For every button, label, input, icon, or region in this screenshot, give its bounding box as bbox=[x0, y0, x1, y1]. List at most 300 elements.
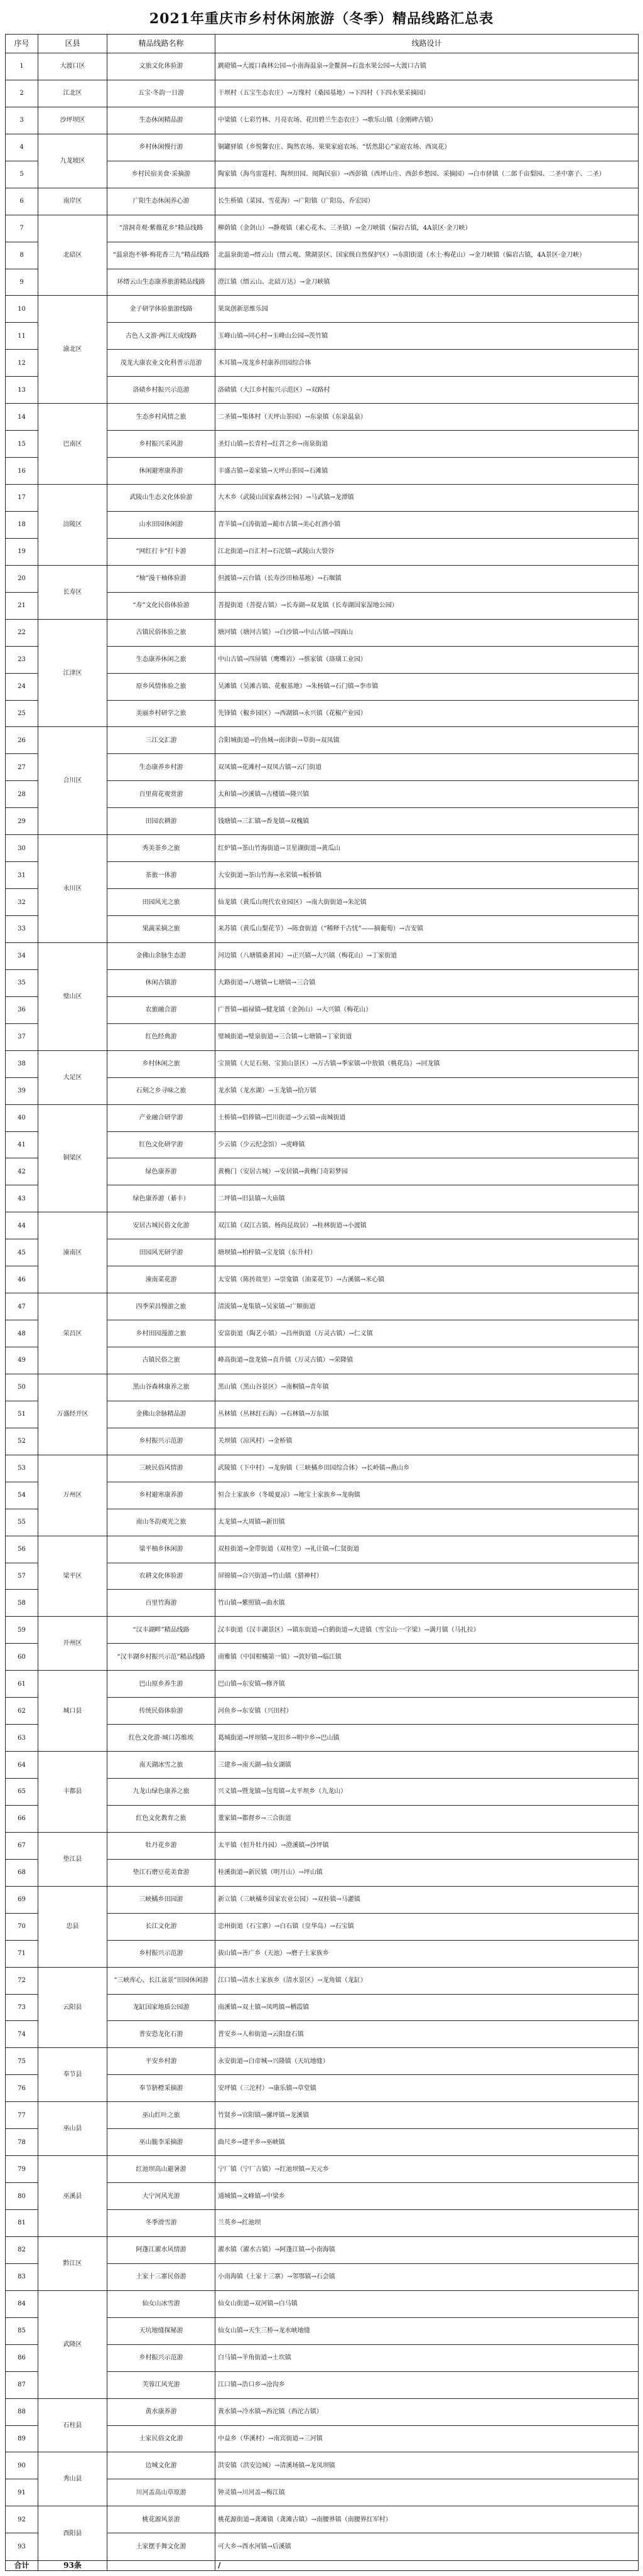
route-name: 芙蓉江风光游 bbox=[107, 2371, 215, 2398]
row-number: 35 bbox=[6, 969, 38, 996]
route-name: 古镇民俗之旅 bbox=[107, 1347, 215, 1374]
route-design: 中益乡（华溪村）→南宾街道→三河镇 bbox=[215, 2425, 639, 2452]
routes-table bbox=[5, 34, 639, 2571]
row-number: 93 bbox=[6, 2533, 38, 2561]
district-cell: 云阳县 bbox=[38, 1967, 107, 2048]
route-design: 河边镇（八塘镇桑葚园）→正兴镇→大兴镇（梅花山）→丁家街道 bbox=[215, 942, 639, 969]
route-name: 乡村振兴采风游 bbox=[107, 431, 215, 458]
row-number: 6 bbox=[6, 188, 38, 215]
document-title: 2021年重庆市乡村休闲旅游（冬季）精品线路汇总表 bbox=[149, 11, 494, 27]
route-design: 果岚创新思维乐园 bbox=[215, 296, 639, 323]
row-number: 37 bbox=[6, 1023, 38, 1050]
route-design: 丛林镇（丛林红石海）→石林镇→万东镇 bbox=[215, 1401, 639, 1428]
route-name: 潼南菜花游 bbox=[107, 1266, 215, 1293]
route-name: 生态康养乡村游 bbox=[107, 754, 215, 781]
route-name: “寿”文化民俗体验游 bbox=[107, 592, 215, 619]
row-number: 85 bbox=[6, 2317, 38, 2344]
header-no: 序号 bbox=[6, 35, 38, 53]
route-design: 钱塘镇→三汇镇→香龙镇→双槐镇 bbox=[215, 808, 639, 835]
route-design: 江口镇→清水土家族乡（清水景区）→龙角镇（龙缸） bbox=[215, 1967, 639, 1994]
row-number: 17 bbox=[6, 485, 38, 512]
row-number: 53 bbox=[6, 1455, 38, 1482]
route-design: 中山古镇→四屏镇（鹰嘴岩）→蔡家镇（珞璜工业园） bbox=[215, 646, 639, 673]
district-cell: 北碚区 bbox=[38, 215, 107, 296]
route-name: 长江文化游 bbox=[107, 1913, 215, 1940]
district-cell: 忠县 bbox=[38, 1886, 107, 1967]
route-design: 宝顶镇（大足石刻、宝顶山景区）→万古镇→季家镇→中敖镇（桃花岛）→回龙镇 bbox=[215, 1050, 639, 1077]
route-design: 澄江镇（缙云山、北碚万达）→金刀峡镇 bbox=[215, 269, 639, 296]
table-row bbox=[6, 1104, 639, 1131]
route-name: “网红打卡”打卡游 bbox=[107, 538, 215, 565]
route-name: 三峡民俗风情游 bbox=[107, 1455, 215, 1482]
row-number: 39 bbox=[6, 1077, 38, 1104]
route-name: 田园风光之旅 bbox=[107, 889, 215, 916]
route-design: 圣灯山镇→长青村→红苕之乡→南泉街道 bbox=[215, 431, 639, 458]
route-design: 武陵镇（下中村）→龙驹镇（三峡橘乡田园综合体）→长岭镇→燕山乡 bbox=[215, 1455, 639, 1482]
route-name: 巫山脆李采摘游 bbox=[107, 2129, 215, 2156]
route-design: 恒合土家族乡（冬暖夏凉）→地宝土家族乡→龙驹镇 bbox=[215, 1482, 639, 1509]
header-route: 线路设计 bbox=[215, 35, 639, 53]
table-row bbox=[6, 942, 639, 969]
row-number: 50 bbox=[6, 1374, 38, 1401]
route-name: 文旅文化体验游 bbox=[107, 53, 215, 80]
route-name: 金佛山余脉精品游 bbox=[107, 1401, 215, 1428]
district-cell: 永川区 bbox=[38, 835, 107, 943]
district-cell: 垫江县 bbox=[38, 1832, 107, 1886]
route-design: 合阳城街道→钓鱼城→南津街→草街→双凤镇 bbox=[215, 727, 639, 754]
route-design: 二圣镇→集体村（天坪山茶园）→东泉镇（东泉温泉） bbox=[215, 404, 639, 431]
district-cell: 大足区 bbox=[38, 1050, 107, 1104]
row-number: 12 bbox=[6, 350, 38, 377]
route-design: 宁厂镇（宁厂古镇）→红池坝镇→天元乡 bbox=[215, 2156, 639, 2183]
route-design: 濯水镇（濯水古镇）→阿蓬江镇→小南海镇 bbox=[215, 2236, 639, 2263]
route-name: 茶旅一体游 bbox=[107, 862, 215, 889]
route-name: 平安乡村游 bbox=[107, 2048, 215, 2075]
route-name: 红色文化研学游 bbox=[107, 1131, 215, 1158]
route-design: 中梁镇（七彩竹林、月亮农场、花田碧兰生态农庄）→歌乐山镇（金刚碑古镇） bbox=[215, 107, 639, 134]
row-number: 3 bbox=[6, 107, 38, 134]
route-design: 太安镇（陈抟故里）→崇龛镇（油菜花节）→古溪镇→米心镇 bbox=[215, 1266, 639, 1293]
header-row bbox=[6, 35, 639, 53]
row-number: 1 bbox=[6, 53, 38, 80]
route-design: 大木乡（武陵山国家森林公园）→马武镇→龙潭镇 bbox=[215, 485, 639, 512]
route-name: 九龙山绿色康养之旅 bbox=[107, 1779, 215, 1806]
table-row bbox=[6, 188, 639, 215]
table-row bbox=[6, 2452, 639, 2479]
route-name: 乡村休闲慢行游 bbox=[107, 134, 215, 161]
row-number: 38 bbox=[6, 1050, 38, 1077]
district-cell: 城口县 bbox=[38, 1671, 107, 1752]
route-design: 双江镇（双江古镇、杨尚昆故居）→桂林街道→小渡镇 bbox=[215, 1212, 639, 1239]
route-name: 安居古城民俗文化游 bbox=[107, 1212, 215, 1239]
table-row bbox=[6, 2048, 639, 2075]
row-number: 48 bbox=[6, 1320, 38, 1347]
table-row bbox=[6, 134, 639, 161]
row-number: 5 bbox=[6, 161, 38, 188]
row-number: 66 bbox=[6, 1805, 38, 1832]
row-number: 28 bbox=[6, 781, 38, 808]
row-number: 4 bbox=[6, 134, 38, 161]
route-name: 垫江石磨豆花美食游 bbox=[107, 1859, 215, 1886]
route-design: 菩提街道（菩提古镇）→长寿湖→双龙镇（长寿湖国家湿地公园） bbox=[215, 592, 639, 619]
row-number: 86 bbox=[6, 2344, 38, 2371]
row-number: 25 bbox=[6, 700, 38, 727]
row-number: 77 bbox=[6, 2102, 38, 2129]
row-number: 88 bbox=[6, 2398, 38, 2425]
route-name: 洛碛乡村振兴示范游 bbox=[107, 377, 215, 404]
table-row bbox=[6, 835, 639, 862]
total-count: 93条 bbox=[38, 2561, 107, 2571]
district-cell: 秀山县 bbox=[38, 2452, 107, 2506]
route-design: 土桥镇→侣俸镇→巴川街道→少云镇→南城街道 bbox=[215, 1104, 639, 1131]
route-name: 乡村振兴示范游 bbox=[107, 2344, 215, 2371]
route-name: “三峡库心、长江盆景”田园休闲游 bbox=[107, 1967, 215, 1994]
table-row bbox=[6, 80, 639, 107]
route-design: 丰盛古镇→姜家镇→天坪山茶园→石滩镇 bbox=[215, 458, 639, 485]
row-number: 80 bbox=[6, 2183, 38, 2210]
route-design: 白马镇→羊角街道→土坎镇 bbox=[215, 2344, 639, 2371]
route-name: 乡村振兴示范游 bbox=[107, 1940, 215, 1967]
table-body bbox=[6, 53, 639, 2561]
table-row bbox=[6, 2290, 639, 2317]
table-row bbox=[6, 1886, 639, 1913]
route-name: 黑山谷森林康养之旅 bbox=[107, 1374, 215, 1401]
row-number: 89 bbox=[6, 2425, 38, 2452]
route-name: 农旅融合游 bbox=[107, 996, 215, 1023]
row-number: 71 bbox=[6, 1940, 38, 1967]
row-number: 49 bbox=[6, 1347, 38, 1374]
route-design: 少云镇（少云纪念馆）→虎峰镇 bbox=[215, 1131, 639, 1158]
table-row bbox=[6, 1832, 639, 1859]
route-design: 钟灵镇→川河盖→梅江镇 bbox=[215, 2479, 639, 2506]
district-cell: 开州区 bbox=[38, 1617, 107, 1671]
route-design: 陶家镇（海鸟雷霆村、陶坝田园、阅陶民宿）→西彭镇（西坪山庄、西彭乡愁园、采摘园）→白市驿镇（二郎千亩梨园、二圣中寨子、二圣） bbox=[215, 161, 639, 188]
row-number: 24 bbox=[6, 673, 38, 700]
row-number: 81 bbox=[6, 2210, 38, 2237]
row-number: 45 bbox=[6, 1239, 38, 1266]
route-name: 川河盖高山草原游 bbox=[107, 2479, 215, 2506]
route-design: 吴滩镇（吴滩古镇、花椒基地）→朱杨镇→石门镇→李市镇 bbox=[215, 673, 639, 700]
table-row bbox=[6, 53, 639, 80]
route-design: 太平镇（恒升牡丹园）→澄溪镇→沙坪镇 bbox=[215, 1832, 639, 1859]
route-name: 边城文化游 bbox=[107, 2452, 215, 2479]
row-number: 31 bbox=[6, 862, 38, 889]
table-row bbox=[6, 727, 639, 754]
route-name: “汉丰湖乡村振兴示范”精品线路 bbox=[107, 1644, 215, 1671]
route-design: 董家镇→都督乡→三合街道 bbox=[215, 1805, 639, 1832]
district-cell: 沙坪坝区 bbox=[38, 107, 107, 134]
route-design: 双桂街道→金带街道（双桂堂）→礼让镇→仁贤街道 bbox=[215, 1536, 639, 1563]
route-design: 北温泉街道→缙云山（缙云观、黛湖景区、国家级自然保护区）→东阳街道（水土·梅花山）→金刀峡镇（偏岩古镇，4A景区·金刀峡） bbox=[215, 242, 639, 269]
district-cell: 巫山县 bbox=[38, 2102, 107, 2156]
header-district: 区县 bbox=[38, 35, 107, 53]
table-row bbox=[6, 2102, 639, 2129]
district-cell: 渝北区 bbox=[38, 296, 107, 404]
district-cell: 铜梁区 bbox=[38, 1104, 107, 1212]
route-name: 阿蓬江濯水风情游 bbox=[107, 2236, 215, 2263]
district-cell: 梁平区 bbox=[38, 1536, 107, 1617]
route-name: 乡村避寒康养游 bbox=[107, 1482, 215, 1509]
route-name: 田园农耕游 bbox=[107, 808, 215, 835]
route-name: “汉丰湖畔”精品线路 bbox=[107, 1617, 215, 1644]
route-name: “溶洞奇观·紫薇花乡”精品线路 bbox=[107, 215, 215, 242]
route-name: 仙女山冰雪游 bbox=[107, 2290, 215, 2317]
route-design: 洛碛镇（大江乡村振兴示范区）→双路村 bbox=[215, 377, 639, 404]
row-number: 21 bbox=[6, 592, 38, 619]
route-design: 三建乡→南天湖→仙女湖镇 bbox=[215, 1752, 639, 1779]
route-design: 汉丰街道（汉丰湖景区）→镇东街道→白鹤街道→大进镇（雪宝山·一字梁）→满月镇（马扎拉） bbox=[215, 1617, 639, 1644]
route-design: 大路街道→八塘镇→七塘镇→三合镇 bbox=[215, 969, 639, 996]
row-number: 62 bbox=[6, 1698, 38, 1725]
route-name: 巴山原乡养生游 bbox=[107, 1671, 215, 1698]
route-name: 休闲古镇游 bbox=[107, 969, 215, 996]
route-name: 环缙云山生态康养旅游精品线路 bbox=[107, 269, 215, 296]
row-number: 59 bbox=[6, 1617, 38, 1644]
route-name: 龙缸国家地质公园游 bbox=[107, 1994, 215, 2021]
row-number: 19 bbox=[6, 538, 38, 565]
route-name: 红色文化教育之旅 bbox=[107, 1805, 215, 1832]
row-number: 61 bbox=[6, 1671, 38, 1698]
route-name: 古镇民俗体验之旅 bbox=[107, 619, 215, 646]
table-row bbox=[6, 404, 639, 431]
route-name: 红色文化游·城口苏维埃 bbox=[107, 1725, 215, 1752]
route-name: 四季荣昌慢游之旅 bbox=[107, 1293, 215, 1320]
row-number: 76 bbox=[6, 2075, 38, 2102]
row-number: 67 bbox=[6, 1832, 38, 1859]
total-row bbox=[6, 2561, 639, 2571]
route-design: 拔山镇→善广乡（天池）→磨子土家族乡 bbox=[215, 1940, 639, 1967]
route-design: 但渡镇→云台镇（长寿沙田柚基地）→石堰镇 bbox=[215, 565, 639, 592]
route-name: 冬季滑雪游 bbox=[107, 2210, 215, 2237]
row-number: 10 bbox=[6, 296, 38, 323]
route-name: 山水田园休闲游 bbox=[107, 511, 215, 538]
row-number: 74 bbox=[6, 2021, 38, 2048]
route-design: 清流镇→龙集镇→吴家镇→广顺街道 bbox=[215, 1293, 639, 1320]
route-name: 茂龙大康农业文化科普示范游 bbox=[107, 350, 215, 377]
route-design: 桃花源街道→龚滩镇（龚滩古镇）→南腰界镇（南腰界红军村） bbox=[215, 2506, 639, 2533]
total-route: / bbox=[215, 2561, 639, 2571]
route-design: 永安街道→白帝城→兴隆镇（天坑地缝） bbox=[215, 2048, 639, 2075]
route-design: 河鱼乡→东安镇（兴田村） bbox=[215, 1698, 639, 1725]
route-name: 土家十三寨民俗游 bbox=[107, 2263, 215, 2290]
table-row bbox=[6, 1967, 639, 1994]
route-name: 生态乡村风情之旅 bbox=[107, 404, 215, 431]
route-name: 百里竹海游 bbox=[107, 1590, 215, 1617]
row-number: 27 bbox=[6, 754, 38, 781]
route-design: 峰高街道→盘龙镇→直升镇（万灵古镇）→荣隆镇 bbox=[215, 1347, 639, 1374]
route-design: 黄桷门（安居古城）→安居镇→黄桷门奇彩梦园 bbox=[215, 1158, 639, 1185]
route-design: 南溪镇→双土镇→凤鸣镇→栖霞镇 bbox=[215, 1994, 639, 2021]
row-number: 7 bbox=[6, 215, 38, 242]
route-name: 黄水康养游 bbox=[107, 2398, 215, 2425]
route-design: 仙女山镇→天生三桥→龙水峡地缝 bbox=[215, 2317, 639, 2344]
row-number: 43 bbox=[6, 1185, 38, 1212]
table-row bbox=[6, 1293, 639, 1320]
route-design: 竹贤乡→官阳镇→骡坪镇→龙溪镇 bbox=[215, 2102, 639, 2129]
route-design: 桂溪街道→新民镇（明月山）→坪山镇 bbox=[215, 1859, 639, 1886]
table-row bbox=[6, 215, 639, 242]
route-name: 乡村田园漫游之旅 bbox=[107, 1320, 215, 1347]
route-name: 牡丹花乡游 bbox=[107, 1832, 215, 1859]
route-name: “柚”漫干柚体验游 bbox=[107, 565, 215, 592]
route-name: 果蔬采摘之旅 bbox=[107, 916, 215, 943]
route-design: 太和镇→沙溪镇→古楼镇→隆兴镇 bbox=[215, 781, 639, 808]
table-row bbox=[6, 107, 639, 134]
district-cell: 酉阳县 bbox=[38, 2506, 107, 2561]
row-number: 55 bbox=[6, 1509, 38, 1536]
row-number: 83 bbox=[6, 2263, 38, 2290]
route-design: 柳荫镇（金剑山）→静观镇（素心花木、三圣镇）→金刀峡镇（偏岩古镇，4A景区·金刀峡） bbox=[215, 215, 639, 242]
table-row bbox=[6, 1455, 639, 1482]
row-number: 56 bbox=[6, 1536, 38, 1563]
route-design: 小南海镇（土家十三寨）→邻鄂镇→石会镇 bbox=[215, 2263, 639, 2290]
table-row bbox=[6, 1374, 639, 1401]
route-design: 干坝村（五宝生态农庄）→万缘村（桑园基地）→下四村（下四水果采摘园） bbox=[215, 80, 639, 107]
route-design: 普安乡→人和街道→云阳盘石镇 bbox=[215, 2021, 639, 2048]
route-name: 巫山红叶之旅 bbox=[107, 2102, 215, 2129]
row-number: 58 bbox=[6, 1590, 38, 1617]
row-number: 22 bbox=[6, 619, 38, 646]
district-cell: 奉节县 bbox=[38, 2048, 107, 2102]
row-number: 46 bbox=[6, 1266, 38, 1293]
table-row bbox=[6, 2398, 639, 2425]
route-design: 兰英乡→红池坝 bbox=[215, 2210, 639, 2237]
row-number: 13 bbox=[6, 377, 38, 404]
route-design: 仙龙镇（黄瓜山现代农业园区）→南大街街道→朱沱镇 bbox=[215, 889, 639, 916]
route-name: 金子研学体验旅游线路 bbox=[107, 296, 215, 323]
row-number: 42 bbox=[6, 1158, 38, 1185]
route-design: 铜罐驿镇（乡悦馨农庄、陶然农场、果果家庭农场、“恬然甜心”家庭农场、西岚花） bbox=[215, 134, 639, 161]
district-cell: 璧山区 bbox=[38, 942, 107, 1050]
row-number: 73 bbox=[6, 1994, 38, 2021]
district-cell: 涪陵区 bbox=[38, 485, 107, 566]
route-name: 梁平柚乡休闲游 bbox=[107, 1536, 215, 1563]
route-design: 竹山镇→紫照镇→曲水镇 bbox=[215, 1590, 639, 1617]
route-design: 曲尺乡→建平乡→巫峡镇 bbox=[215, 2129, 639, 2156]
route-name: 绿色康养游（綦丰） bbox=[107, 1185, 215, 1212]
table-row bbox=[6, 1536, 639, 1563]
route-name: 广阳生态休闲养心游 bbox=[107, 188, 215, 215]
route-design: 青羊镇→白涛街道→蔺市古镇→美心红酒小镇 bbox=[215, 511, 639, 538]
route-name: 红池坝高山避暑游 bbox=[107, 2156, 215, 2183]
row-number: 52 bbox=[6, 1428, 38, 1455]
row-number: 15 bbox=[6, 431, 38, 458]
row-number: 18 bbox=[6, 511, 38, 538]
route-name: 天坑地缝探秘游 bbox=[107, 2317, 215, 2344]
route-name: 百里荷花观赏游 bbox=[107, 781, 215, 808]
district-cell: 江北区 bbox=[38, 80, 107, 107]
row-number: 33 bbox=[6, 916, 38, 943]
route-name: 秀美茶乡之旅 bbox=[107, 835, 215, 862]
district-cell: 江津区 bbox=[38, 619, 107, 727]
row-number: 57 bbox=[6, 1563, 38, 1590]
route-design: 可大乡→酉水河镇→后溪镇 bbox=[215, 2533, 639, 2561]
row-number: 91 bbox=[6, 2479, 38, 2506]
route-design: 安坪镇（三沱村）→康乐镇→草堂镇 bbox=[215, 2075, 639, 2102]
route-name: 农耕文化体验游 bbox=[107, 1563, 215, 1590]
route-name: 休闲避寒康养游 bbox=[107, 458, 215, 485]
route-name: 石刻之乡寻味之旅 bbox=[107, 1077, 215, 1104]
route-name: 五宝·冬韵一日游 bbox=[107, 80, 215, 107]
route-name: 桃花源风景游 bbox=[107, 2506, 215, 2533]
route-name: 田园风光研学游 bbox=[107, 1239, 215, 1266]
row-number: 41 bbox=[6, 1131, 38, 1158]
route-design: 南雅镇（中国柑橘第一镇）→敦好镇→临江镇 bbox=[215, 1644, 639, 1671]
route-design: 先锋镇（椒乡园区）→西湖镇→永兴镇（花椒产业园） bbox=[215, 700, 639, 727]
table-row bbox=[6, 565, 639, 592]
row-number: 44 bbox=[6, 1212, 38, 1239]
row-number: 34 bbox=[6, 942, 38, 969]
row-number: 92 bbox=[6, 2506, 38, 2533]
route-name: 南天湖冰雪之旅 bbox=[107, 1752, 215, 1779]
row-number: 14 bbox=[6, 404, 38, 431]
route-design: 关坝镇（凉风村）→金桥镇 bbox=[215, 1428, 639, 1455]
route-name: 普安恐龙化石游 bbox=[107, 2021, 215, 2048]
district-cell: 丰都县 bbox=[38, 1752, 107, 1833]
route-name: 绿色康养游 bbox=[107, 1158, 215, 1185]
row-number: 23 bbox=[6, 646, 38, 673]
district-cell: 万盛经开区 bbox=[38, 1374, 107, 1455]
row-number: 64 bbox=[6, 1752, 38, 1779]
route-design: 广普镇→福禄镇→健龙镇（金剑山）→大兴镇（梅花山） bbox=[215, 996, 639, 1023]
district-cell: 九龙坡区 bbox=[38, 134, 107, 188]
route-design: 来苏镇（黄瓜山梨花节）→陈食街道（“稀释千古忧”——摘葡萄）→吉安镇 bbox=[215, 916, 639, 943]
route-name: 土家摆手舞文化游 bbox=[107, 2533, 215, 2561]
total-label: 合计 bbox=[6, 2561, 38, 2571]
table-row bbox=[6, 2236, 639, 2263]
district-cell: 荣昌区 bbox=[38, 1293, 107, 1374]
route-design: 大安街道→茶山竹海→永荣镇→板桥镇 bbox=[215, 862, 639, 889]
route-name: 金佛山余脉生态游 bbox=[107, 942, 215, 969]
route-design: 黑山镇（黑山谷景区）→南桐镇→青年镇 bbox=[215, 1374, 639, 1401]
district-cell: 万州区 bbox=[38, 1455, 107, 1536]
route-name: 原乡风情体验之旅 bbox=[107, 673, 215, 700]
route-name: 古色人文游·两江天成线路 bbox=[107, 323, 215, 350]
route-design: 红炉镇→茶山竹海街道→卫星湖街道→黄瓜山 bbox=[215, 835, 639, 862]
route-design: 巴山镇→东安镇→修齐镇 bbox=[215, 1671, 639, 1698]
table-row bbox=[6, 2156, 639, 2183]
route-name: 传统民俗体验游 bbox=[107, 1698, 215, 1725]
row-number: 9 bbox=[6, 269, 38, 296]
table-row bbox=[6, 1050, 639, 1077]
row-number: 26 bbox=[6, 727, 38, 754]
route-design: 璧城街道→璧泉街道→三合镇→七塘镇→丁家街道 bbox=[215, 1023, 639, 1050]
row-number: 69 bbox=[6, 1886, 38, 1913]
row-number: 72 bbox=[6, 1967, 38, 1994]
table-row bbox=[6, 296, 639, 323]
row-number: 90 bbox=[6, 2452, 38, 2479]
route-name: 红色经典游 bbox=[107, 1023, 215, 1050]
route-name: 土家民俗文化游 bbox=[107, 2425, 215, 2452]
row-number: 63 bbox=[6, 1725, 38, 1752]
row-number: 51 bbox=[6, 1401, 38, 1428]
row-number: 11 bbox=[6, 323, 38, 350]
route-design: 洪安镇（洪安边城）→清溪场镇→龙凤坝镇 bbox=[215, 2452, 639, 2479]
route-name: 乡村民宿美食·采摘游 bbox=[107, 161, 215, 188]
route-name: 产业融合研学游 bbox=[107, 1104, 215, 1131]
route-name: 武陵山生态文化体验游 bbox=[107, 485, 215, 512]
route-design: 塘坝镇→柏梓镇→宝龙镇（东升村） bbox=[215, 1239, 639, 1266]
route-design: 太龙镇→大周镇→新田镇 bbox=[215, 1509, 639, 1536]
route-design: 木耳镇→茂龙乡村康养田园综合体 bbox=[215, 350, 639, 377]
district-cell: 黔江区 bbox=[38, 2236, 107, 2290]
table-row bbox=[6, 1212, 639, 1239]
route-design: 屏锦镇→合兴街道→竹山镇（猎神村） bbox=[215, 1563, 639, 1590]
district-cell: 长寿区 bbox=[38, 565, 107, 619]
route-design: 江口镇→浩口乡→沧沟乡 bbox=[215, 2371, 639, 2398]
row-number: 75 bbox=[6, 2048, 38, 2075]
row-number: 32 bbox=[6, 889, 38, 916]
